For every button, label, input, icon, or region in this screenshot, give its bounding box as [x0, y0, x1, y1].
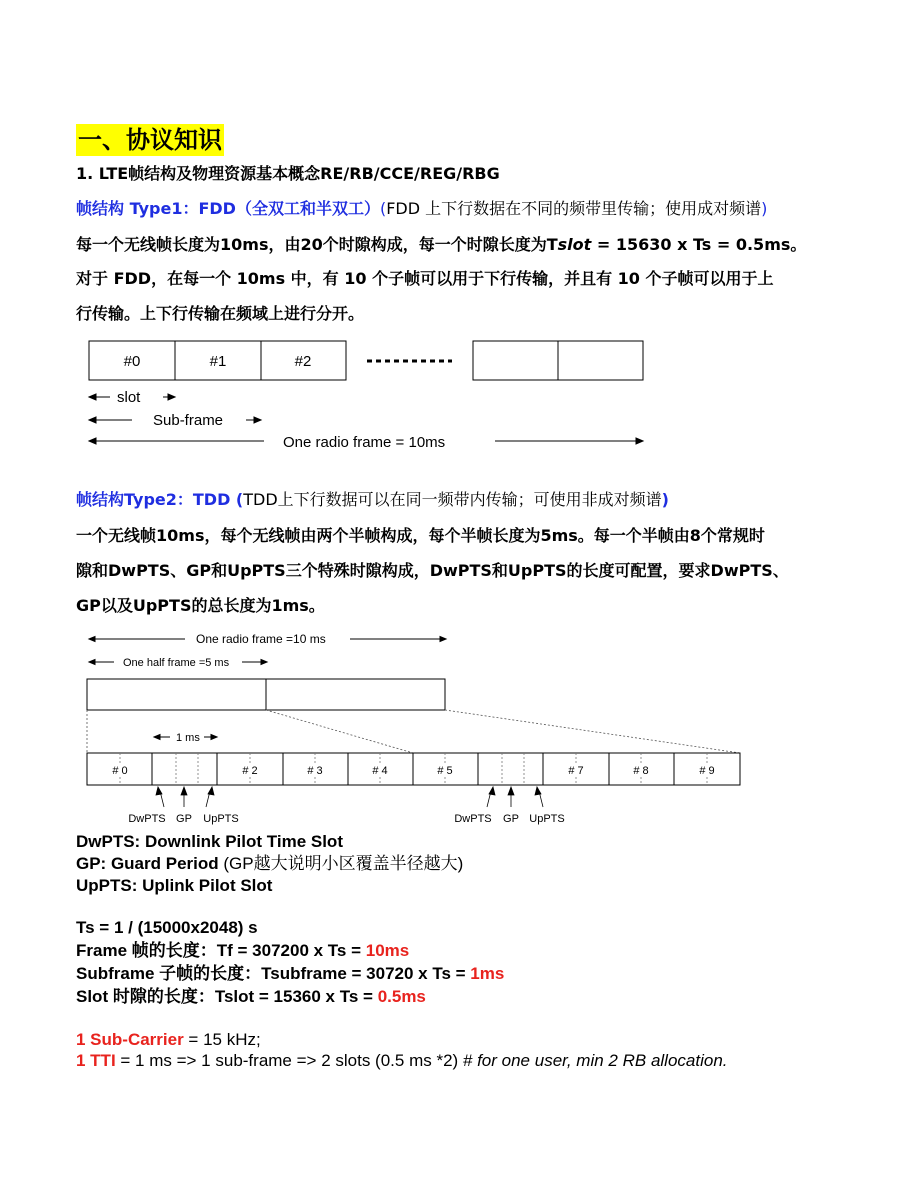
formula-tf-text: Frame 帧的长度：Tf = 307200 x Ts =: [76, 941, 366, 960]
type1-para-line1: [76, 234, 806, 256]
tdd-frame-label: One radio frame =10 ms: [196, 632, 326, 646]
fdd-slot-box-18: [473, 341, 558, 380]
tdd-gp-label-1: GP: [176, 813, 192, 825]
tdd-dwpts-label-2: DwPTS: [454, 813, 492, 825]
fdd-slot-2: #2: [294, 353, 312, 370]
formula-tf-value: 10ms: [365, 941, 410, 960]
unit-subcarrier: [76, 1029, 261, 1051]
formula-tslot-value: 0.5ms: [377, 987, 426, 1006]
tdd-subframe-7: # 7: [568, 765, 584, 777]
tdd-half-frame-1: [87, 679, 266, 710]
tdd-uppts-label-1: UpPTS: [203, 813, 239, 825]
type2-para-line1: 一个无线帧10ms，每个无线帧由两个半帧构成，每个半帧长度为5ms。每一个半帧由8个常规时: [76, 526, 765, 545]
formula-ts: Ts = 1 / (15000x2048) s: [76, 918, 258, 937]
tdd-dwpts-label-1: DwPTS: [128, 813, 166, 825]
tdd-frame-diagram: [80, 625, 750, 830]
def-gp-note: (GP越大说明小区覆盖半径越大): [218, 854, 464, 873]
type2-line: [76, 489, 669, 511]
tdd-ms-label: 1 ms: [176, 732, 200, 744]
unit-tti-label: 1 TTI: [76, 1051, 116, 1070]
unit-subcarrier-value: = 15 kHz;: [183, 1030, 261, 1049]
type2-para-line2: 隙和DwPTS、GP和UpPTS三个特殊时隙构成，DwPTS和UpPTS的长度可配置，要求DwPTS、: [76, 561, 789, 580]
formula-tsub-value: 1ms: [470, 964, 505, 983]
def-uppts: UpPTS: Uplink Pilot Slot: [76, 876, 273, 895]
section-heading: 一、协议知识: [78, 125, 222, 154]
type2-note-close: ): [661, 490, 669, 509]
tdd-gp-label-2: GP: [503, 813, 519, 825]
formula-tslot-text: Slot 时隙的长度：Tslot = 15360 x Ts =: [76, 987, 378, 1006]
def-dwpts: DwPTS: Downlink Pilot Time Slot: [76, 832, 343, 851]
tdd-half-frame-2: [266, 679, 445, 710]
type1-para-line2: 对于 FDD，在每一个 10ms 中，有 10 个子帧可以用于下行传输，并且有 10 个子帧可以用于上: [76, 269, 774, 288]
tdd-subframe-3: # 3: [307, 765, 323, 777]
type2-label: 帧结构Type2：TDD (: [76, 490, 244, 509]
unit-tti-comment: # for one user, min 2 RB allocation.: [462, 1051, 728, 1070]
tdd-uppts-label-2: UpPTS: [529, 813, 565, 825]
type2-note: TDD上下行数据可以在同一频带内传输；可使用非成对频谱: [243, 490, 662, 509]
unit-tti-value: = 1 ms => 1 sub-frame => 2 slots (0.5 ms *2): [115, 1051, 463, 1070]
formula-tf: [76, 940, 409, 962]
type1-note-close: ): [761, 199, 768, 218]
tdd-subframe-5: # 5: [437, 765, 453, 777]
fdd-subframe-label: Sub-frame: [153, 412, 224, 429]
fdd-frame-diagram: [80, 335, 660, 460]
formula-tsub: [76, 963, 504, 985]
type2-para-line3: GP以及UpPTS的总长度为1ms。: [76, 596, 325, 615]
def-gp-line: [76, 853, 463, 875]
type1-para-line1-a: 每一个无线帧长度为10ms，由20个时隙构成，每一个时隙长度为T: [76, 235, 558, 254]
def-gp: GP: Guard Period: [76, 854, 219, 873]
type1-line: [76, 198, 767, 220]
type1-note: FDD 上下行数据在不同的频带里传输；使用成对频谱: [386, 199, 762, 218]
tdd-subframe-0: # 0: [112, 765, 128, 777]
formula-tsub-text: Subframe 子帧的长度：Tsubframe = 30720 x Ts =: [76, 964, 471, 983]
tdd-subframe-2: # 2: [242, 765, 258, 777]
unit-tti: [76, 1050, 728, 1072]
fdd-slot-1: #1: [209, 353, 227, 370]
unit-subcarrier-label: 1 Sub-Carrier: [76, 1030, 184, 1049]
fdd-slot-0: #0: [123, 353, 141, 370]
fdd-slot-box-19: [558, 341, 643, 380]
tdd-subframe-8: # 8: [633, 765, 649, 777]
type1-label: 帧结构 Type1：FDD（全双工和半双工）: [76, 199, 380, 218]
fdd-slot-label: slot: [117, 389, 141, 406]
type1-note-open: (: [379, 199, 387, 218]
formula-tslot: [76, 986, 426, 1008]
type1-para-line3: 行传输。上下行传输在频域上进行分开。: [76, 304, 365, 323]
section1-title: 1. LTE帧结构及物理资源基本概念RE/RB/CCE/REG/RBG: [76, 164, 500, 183]
type1-para-line1-b: slot: [557, 235, 592, 254]
type1-para-line1-c: = 15630 x Ts = 0.5ms。: [591, 235, 807, 254]
fdd-frame-label: One radio frame = 10ms: [283, 434, 446, 451]
tdd-subframe-4: # 4: [372, 765, 388, 777]
tdd-subframe-9: # 9: [699, 765, 715, 777]
tdd-half-label: One half frame =5 ms: [123, 657, 230, 669]
